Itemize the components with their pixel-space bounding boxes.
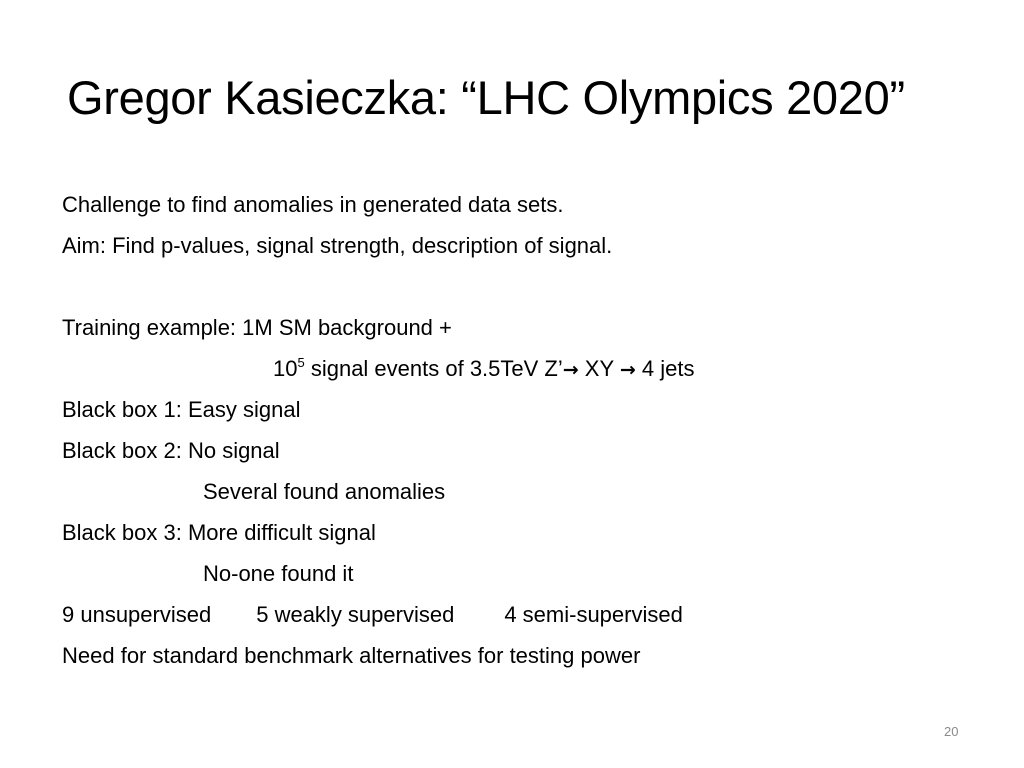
line-black-box-1: Black box 1: Easy signal [62, 397, 301, 422]
page-number: 20 [944, 724, 959, 739]
arrow-right-icon: → [619, 359, 636, 381]
slide-body [62, 184, 982, 676]
signal-exponent: 5 [297, 355, 305, 370]
line-method-counts [62, 594, 982, 635]
slide-title: Gregor Kasieczka: “LHC Olympics 2020” [67, 71, 905, 124]
line-black-box-2: Black box 2: No signal [62, 438, 280, 463]
blank-line [62, 266, 982, 307]
arrow-right-icon: → [562, 359, 579, 381]
line-need: Need for standard benchmark alternatives for testing power [62, 643, 641, 668]
signal-mid: XY [578, 356, 620, 381]
count-unsupervised: 9 unsupervised [62, 602, 212, 627]
line-training: Training example: 1M SM background + [62, 315, 452, 340]
signal-end: 4 jets [635, 356, 695, 381]
line-black-box-3: Black box 3: More difficult signal [62, 520, 376, 545]
signal-base: 10 [273, 356, 298, 381]
count-semi-supervised: 4 semi-supervised [504, 602, 683, 627]
signal-text: signal events of 3.5TeV Z’ [304, 356, 563, 381]
line-signal-events [62, 348, 982, 389]
line-black-box-2-note: Several found anomalies [203, 479, 446, 504]
line-aim: Aim: Find p-values, signal strength, description of signal. [62, 233, 613, 258]
line-challenge: Challenge to find anomalies in generated data sets. [62, 192, 564, 217]
line-black-box-3-note: No-one found it [203, 561, 354, 586]
count-weakly-supervised: 5 weakly supervised [256, 602, 455, 627]
